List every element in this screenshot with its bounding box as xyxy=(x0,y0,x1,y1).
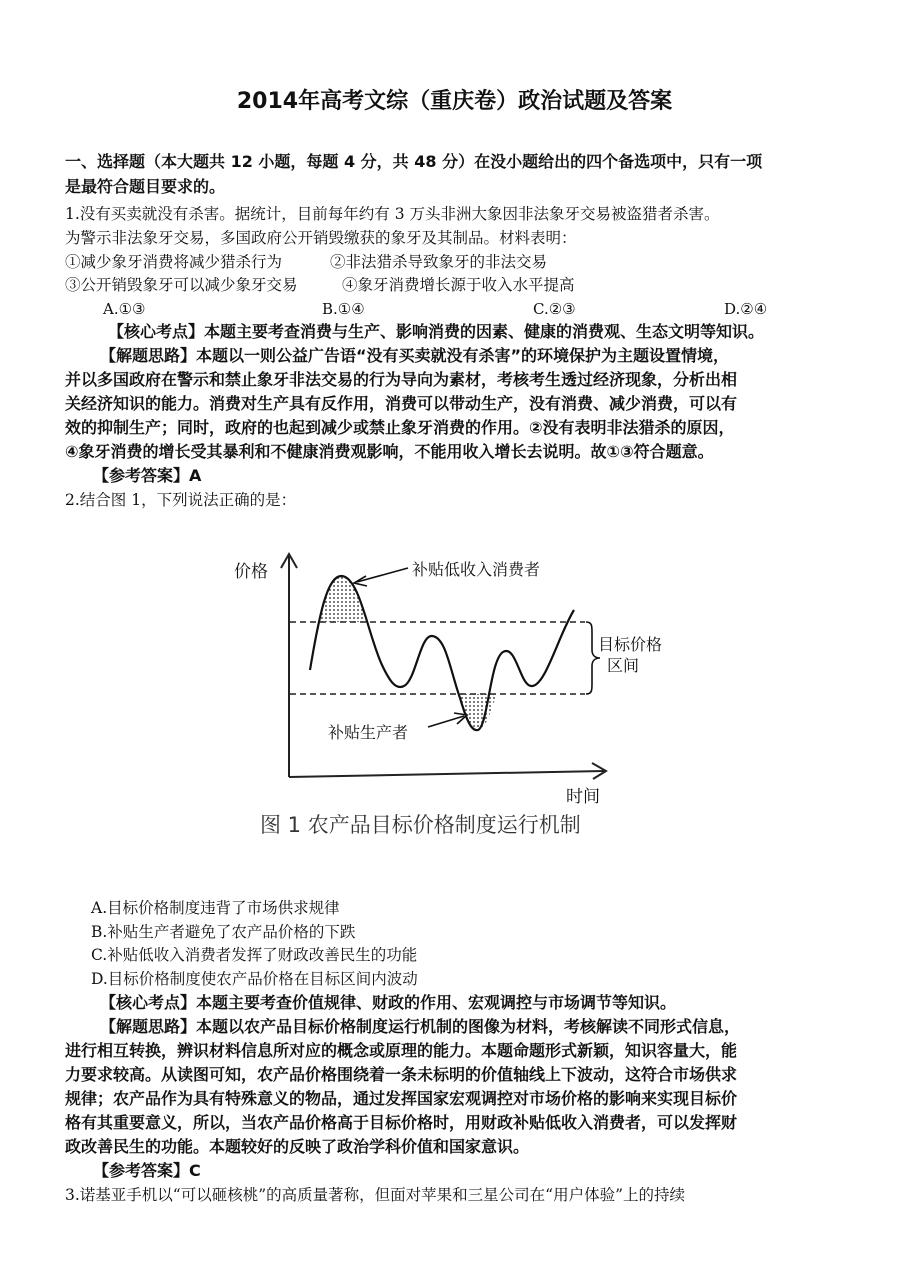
producer-annotation: 补贴生产者 xyxy=(328,723,409,742)
q2-core-points: 【核心考点】本题主要考查价值规律、财政的作用、宏观调控与市场调节等知识。 xyxy=(100,993,677,1012)
figure-price-mechanism xyxy=(220,540,663,850)
target-range-label-2: 区间 xyxy=(607,656,640,675)
consumer-annotation: 补贴低收入消费者 xyxy=(412,560,541,579)
q1-stem-line-2: 为警示非法象牙交易，多国政府公开销毁缴获的象牙及其制品。材料表明： xyxy=(65,229,577,247)
q2-option-b: B.补贴生产者避免了农产品价格的下跌 xyxy=(91,923,356,941)
q2-option-c: C.补贴低收入消费者发挥了财政改善民生的功能 xyxy=(91,946,418,964)
q1-analysis-line-5: ④象牙消费的增长受其暴利和不健康消费观影响，不能用收入增长去说明。故①③符合题意。 xyxy=(65,442,714,461)
q2-answer: 【参考答案】C xyxy=(93,1161,201,1180)
figure-caption: 图 1 农产品目标价格制度运行机制 xyxy=(260,813,581,837)
target-range-brace xyxy=(586,622,600,694)
q1-option-a: A.①③ xyxy=(103,300,146,318)
y-axis-label: 价格 xyxy=(234,562,268,582)
q1-statement-2: ②非法猎杀导致象牙的非法交易 xyxy=(330,253,548,271)
q1-statement-4: ④象牙消费增长源于收入水平提高 xyxy=(342,276,575,294)
q2-option-d: D.目标价格制度使农产品价格在目标区间内波动 xyxy=(91,970,418,988)
q2-analysis-line-6: 政改善民生的功能。本题较好的反映了政治学科价值和国家意识。 xyxy=(65,1137,530,1156)
q1-option-b: B.①④ xyxy=(322,300,365,318)
page-title: 2014年高考文综（重庆卷）政治试题及答案 xyxy=(236,89,673,114)
q1-statement-3: ③公开销毁象牙可以减少象牙交易 xyxy=(65,276,298,294)
q2-analysis-line-3: 力要求较高。从读图可知，农产品价格围绕着一条未标明的价值轴线上下波动，这符合市场供求 xyxy=(65,1065,738,1084)
q2-analysis-line-2: 进行相互转换，辨识材料信息所对应的概念或原理的能力。本题命题形式新颖，知识容量大，能 xyxy=(65,1041,738,1060)
q1-analysis-line-3: 关经济知识的能力。消费对生产具有反作用，消费可以带动生产，没有消费、减少消费，可以有 xyxy=(65,394,738,413)
q2-analysis-line-5: 格有其重要意义，所以，当农产品价格高于目标价格时，用财政补贴低收入消费者，可以发挥财 xyxy=(65,1113,738,1132)
q3-stem-line-1: 3.诺基亚手机以“可以砸核桃”的高质量著称，但面对苹果和三星公司在“用户体验”上的持续 xyxy=(65,1186,685,1204)
q1-statement-1: ①减少象牙消费将减少猎杀行为 xyxy=(65,253,283,271)
q1-stem-line-1: 1.没有买卖就没有杀害。据统计，目前每年约有 3 万头非洲大象因非法象牙交易被盗猎者杀害。 xyxy=(65,205,720,223)
q2-analysis-line-1: 【解题思路】本题以农产品目标价格制度运行机制的图像为材料，考核解读不同形式信息， xyxy=(100,1017,741,1036)
consumer-arrow xyxy=(357,568,408,582)
q1-option-c: C.②③ xyxy=(533,300,576,318)
section-header-line-1: 一、选择题（本大题共 12 小题，每题 4 分，共 48 分）在没小题给出的四个备选项中，只有一项 xyxy=(65,152,763,171)
x-axis xyxy=(289,771,604,777)
target-range-label-1: 目标价格 xyxy=(598,635,663,654)
q1-core-points: 【核心考点】本题主要考查消费与生产、影响消费的因素、健康的消费观、生态文明等知识。 xyxy=(108,322,765,341)
q1-analysis-line-1: 【解题思路】本题以一则公益广告语“没有买卖就没有杀害”的环境保护为主题设置情境， xyxy=(100,346,730,365)
q2-stem: 2.结合图 1，下列说法正确的是： xyxy=(65,491,297,509)
q1-analysis-line-4: 效的抑制生产；同时，政府的也起到减少或禁止象牙消费的作用。②没有表明非法猎杀的原因， xyxy=(65,418,735,437)
q1-answer: 【参考答案】A xyxy=(93,466,202,485)
q2-option-a: A.目标价格制度违背了市场供求规律 xyxy=(91,899,340,917)
x-axis-label: 时间 xyxy=(566,787,600,807)
section-header-line-2: 是最符合题目要求的。 xyxy=(65,177,226,196)
q2-analysis-line-4: 规律；农产品作为具有特殊意义的物品，通过发挥国家宏观调控对市场价格的影响来实现目标价 xyxy=(65,1089,738,1108)
q1-analysis-line-2: 并以多国政府在警示和禁止象牙非法交易的行为导向为素材，考核考生透过经济现象，分析出相 xyxy=(65,370,738,389)
q1-option-d: D.②④ xyxy=(724,300,768,318)
